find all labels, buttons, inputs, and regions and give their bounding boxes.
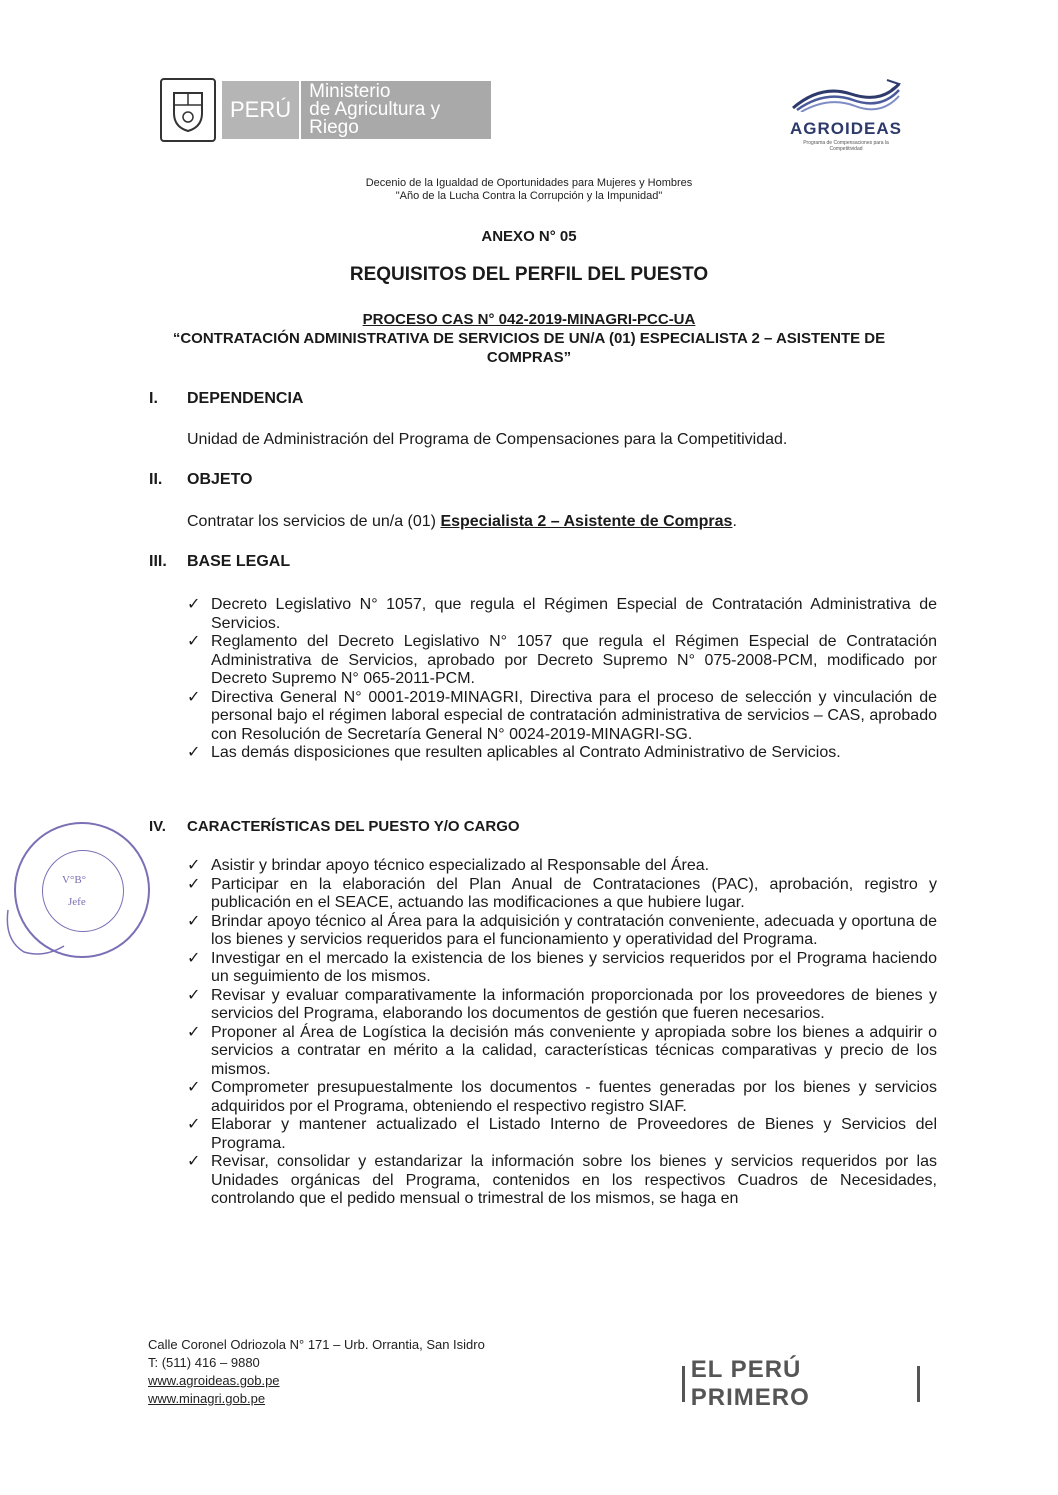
decenio-text	[0, 177, 1058, 203]
section-4-heading	[149, 818, 520, 835]
check-icon: ✓	[187, 949, 201, 967]
footer-web-minagri[interactable]: www.minagri.gob.pe	[148, 1391, 266, 1406]
peru-label: PERÚ	[222, 81, 301, 139]
agroideas-waves-icon	[791, 78, 901, 112]
peru-primero-brand	[676, 1356, 926, 1411]
section-2-heading	[149, 471, 253, 489]
list-item-text: Investigar en el mercado la existencia de los bienes y servicios requeridos por el Programa haciendo un seguimiento de los mismos.	[211, 949, 937, 985]
list-item-text: Reglamento del Decreto Legislativo N° 1057 que regula el Régimen Especial de Contratación Administrativa de Servicios, aprobado por Decreto Supremo N° 075-2008-PCM, modificado por Decreto Supremo N° 065-2011-PCM.	[211, 633, 937, 687]
check-icon: ✓	[187, 1023, 201, 1041]
signature-icon	[4, 900, 84, 960]
section-1-heading	[149, 390, 303, 408]
list-item	[187, 1153, 937, 1209]
list-item	[187, 1079, 937, 1116]
list-item-text: Revisar y evaluar comparativamente la información proporcionada por los proveedores de bienes y servicios del Programa, elaborando los documentos de gestión que fueren necesarios.	[211, 986, 937, 1022]
section-1-text: Unidad de Administración del Programa de Compensaciones para la Competitividad.	[187, 431, 788, 448]
brand-right-bar	[917, 1366, 920, 1402]
stamp-title: Jefe	[68, 896, 86, 908]
check-icon: ✓	[187, 875, 201, 893]
section-3-title: BASE LEGAL	[187, 553, 291, 570]
check-icon: ✓	[187, 1153, 201, 1170]
section-2-text	[187, 513, 737, 531]
contratacion-heading: “CONTRATACIÓN ADMINISTRATIVA DE SERVICIOS DE UN/A (01) ESPECIALISTA 2 – ASISTENTE DE COMPRAS”	[172, 330, 886, 366]
list-item-text: Directiva General N° 0001-2019-MINAGRI, Directiva para el proceso de selección y vinculación de personal bajo el régimen laboral especial de contratación administrativa de servicios – CAS, aprobado con Resolución de Secretaría General N° 0024-2019-MINAGRI-SG.	[211, 688, 937, 743]
section-3-number: III.	[149, 553, 167, 570]
footer-address-block	[148, 1336, 485, 1408]
decenio-line-1: Decenio de la Igualdad de Oportunidades para Mujeres y Hombres	[365, 177, 693, 189]
list-item	[187, 950, 937, 987]
agroideas-name: AGROIDEAS	[790, 119, 902, 138]
section-2-text-pre: Contratar los servicios de un/a (01)	[187, 513, 441, 530]
footer-address: Calle Coronel Odriozola N° 171 – Urb. Orrantia, San Isidro	[148, 1337, 485, 1352]
anexo-heading: ANEXO N° 05	[481, 228, 577, 245]
list-item	[187, 857, 937, 876]
section-2-number: II.	[149, 471, 163, 488]
list-item-text: Brindar apoyo técnico al Área para la adquisición y contratación conveniente, adecuada y oportuna de los bienes y servicios requeridos para el funcionamiento y operatividad del Programa.	[211, 912, 937, 948]
position-name: Especialista 2 – Asistente de Compras	[440, 513, 733, 530]
list-item	[187, 913, 937, 950]
section-1-title: DEPENDENCIA	[187, 390, 304, 407]
proceso-heading: PROCESO CAS N° 042-2019-MINAGRI-PCC-UA	[362, 311, 696, 328]
check-icon: ✓	[187, 744, 201, 761]
caracteristicas-list	[187, 857, 937, 1209]
footer-web-agroideas[interactable]: www.agroideas.gob.pe	[148, 1373, 280, 1388]
footer-phone: T: (511) 416 – 9880	[148, 1355, 260, 1370]
stamp-vobo: V°B°	[62, 874, 87, 886]
list-item	[187, 876, 937, 913]
section-2-title: OBJETO	[187, 471, 253, 488]
agroideas-logo	[786, 78, 906, 152]
section-4-title: CARACTERÍSTICAS DEL PUESTO Y/O CARGO	[187, 818, 520, 835]
list-item	[187, 1024, 937, 1080]
section-1-number: I.	[149, 390, 158, 407]
list-item-text: Las demás disposiciones que resulten aplicables al Contrato Administrativo de Servicios.	[211, 744, 841, 761]
brand-left-bar	[682, 1366, 685, 1402]
section-4-number: IV.	[149, 818, 166, 835]
list-item	[187, 744, 937, 763]
ministry-line-1: Ministerio	[309, 81, 391, 102]
check-icon: ✓	[187, 857, 201, 874]
list-item	[187, 987, 937, 1024]
check-icon: ✓	[187, 912, 201, 930]
check-icon: ✓	[187, 986, 201, 1004]
list-item	[187, 1116, 937, 1153]
list-item-text: Revisar, consolidar y estandarizar la información sobre los bienes y servicios requeridos por las Unidades orgánicas del Programa, contenidos en los respectivos Cuadros de Necesidades, controlando que el pedido mensual o trimestral de los mismos, se haga en	[211, 1153, 937, 1207]
section-3-heading	[149, 553, 290, 571]
document-title: REQUISITOS DEL PERFIL DEL PUESTO	[349, 264, 709, 285]
list-item-text: Decreto Legislativo N° 1057, que regula el Régimen Especial de Contratación Administrativa de Servicios.	[211, 596, 937, 632]
check-icon: ✓	[187, 1079, 201, 1096]
list-item-text: Elaborar y mantener actualizado el Listado Interno de Proveedores de Bienes y Servicios del Programa.	[211, 1116, 937, 1152]
list-item	[187, 689, 937, 745]
check-icon: ✓	[187, 633, 201, 650]
list-item-text: Proponer al Área de Logística la decisión más conveniente y apropiada sobre los bienes a adquirir o servicios a contratar en mérito a la calidad, características técnicas comparativas y precio de los mismos.	[211, 1023, 937, 1078]
ministry-name	[301, 81, 491, 139]
list-item-text: Comprometer presupuestalmente los documentos - fuentes generadas por los bienes y servicios adquiridos por el Programa, obteniendo el respectivo registro SIAF.	[211, 1079, 937, 1115]
agroideas-tagline: Programa de Compensaciones para la Competitividad	[803, 140, 889, 152]
list-item	[187, 596, 937, 633]
brand-text: EL PERÚ PRIMERO	[690, 1356, 810, 1411]
decenio-line-2: "Año de la Lucha Contra la Corrupción y la Impunidad"	[395, 190, 663, 202]
check-icon: ✓	[187, 1116, 201, 1133]
list-item-text: Asistir y brindar apoyo técnico especializado al Responsable del Área.	[211, 857, 710, 874]
section-2-text-post: .	[732, 513, 737, 530]
list-item	[187, 633, 937, 689]
ministry-logo	[160, 78, 491, 142]
base-legal-list	[187, 596, 937, 763]
list-item-text: Participar en la elaboración del Plan Anual de Contrataciones (PAC), aprobación, registro y publicación en el SEACE, actuando las modificaciones a que hubiere lugar.	[211, 875, 937, 911]
ministry-line-2: de Agricultura y Riego	[309, 99, 441, 138]
coat-of-arms-icon	[160, 78, 216, 142]
check-icon: ✓	[187, 596, 201, 613]
check-icon: ✓	[187, 688, 201, 706]
